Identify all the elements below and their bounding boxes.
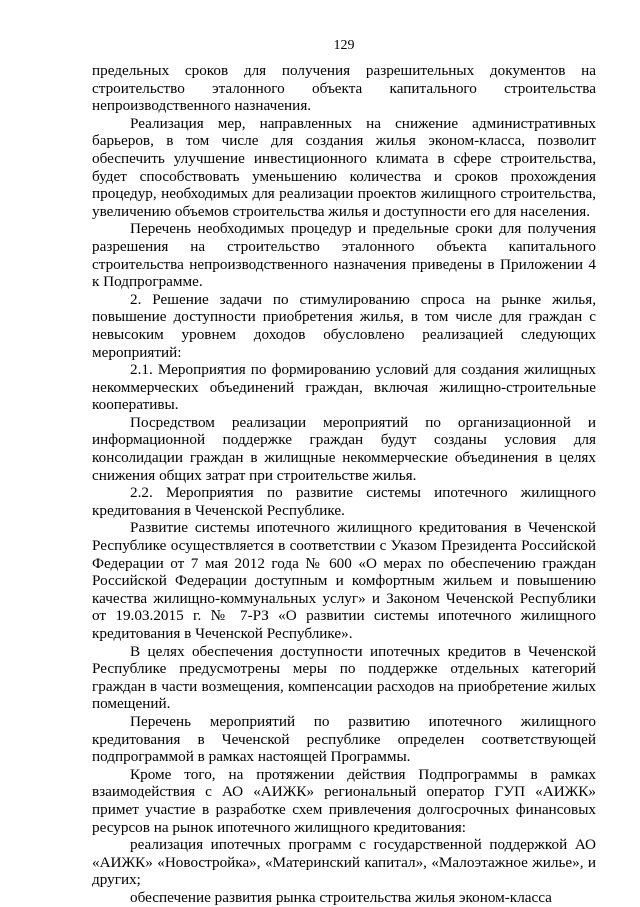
- paragraph-8: Развитие системы ипотечного жилищного кредитования в Чеченской Республике осуществляется в соответствии с Указом Президента Российской Федерации от 7 мая 2012 года № 600 «О мерах по обеспечению граждан Российской Федерации доступным и комфортным жильем и повышению качества жилищно-коммунальных услуг» и Законом Чеченской Республики от 19.03.2015 г. № 7-РЗ «О развитии системы ипотечного жилищного кредитования в Чеченской Республике».: [92, 519, 596, 642]
- paragraph-9: В целях обеспечения доступности ипотечных кредитов в Чеченской Республике предусмотрены меры по поддержке отдельных категорий граждан в части возмещения, компенсации расходов на приобретение жилых помещений.: [92, 642, 596, 713]
- paragraph-13: обеспечение развития рынка строительства жилья эконом-класса: [130, 888, 552, 906]
- paragraph-6: Посредством реализации мероприятий по организационной и информационной поддержке граждан будут созданы условия для консолидации граждан в жилищные некоммерческие объединения в целях снижения общих затрат при строительстве жилья.: [92, 413, 596, 484]
- paragraph-7: 2.2. Мероприятия по развитие системы ипотечного жилищного кредитования в Чеченской Республике.: [92, 484, 596, 519]
- page-number: 129: [333, 38, 355, 53]
- document-page: [92, 0, 596, 907]
- document-body: [92, 62, 596, 907]
- paragraph-3: Перечень необходимых процедур и предельные сроки для получения разрешения на строительство эталонного объекта капитального строительства непроизводственного назначения приведены в Приложении 4 к Подпрограмме.: [92, 220, 596, 291]
- paragraph-1: предельных сроков для получения разрешительных документов на строительство эталонного объекта капитального строительства непроизводственного назначения.: [92, 62, 596, 115]
- paragraph-5: 2.1. Мероприятия по формированию условий для создания жилищных некоммерческих объединений граждан, включая жилищно-строительные кооперативы.: [92, 361, 596, 414]
- paragraph-4: 2. Решение задачи по стимулированию спроса на рынке жилья, повышение доступности приобретения жилья, в том числе для граждан с невысоким уровнем доходов обусловлено реализацией следующих мероприятий:: [92, 290, 596, 361]
- paragraph-2: Реализация мер, направленных на снижение административных барьеров, в том числе для создания жилья эконом-класса, позволит обеспечить улучшение инвестиционного климата в сфере строительства, будет способствовать уменьшению количества и сроков прохождения процедур, необходимых для реализации проектов жилищного строительства, увеличению объемов строительства жилья и доступности его для населения.: [92, 114, 596, 220]
- paragraph-11: Кроме того, на протяжении действия Подпрограммы в рамках взаимодействия с АО «АИЖК» региональный оператор ГУП «АИЖК» примет участие в разработке схем привлечения долгосрочных финансовых ресурсов на рынок ипотечного жилищного кредитования:: [92, 765, 596, 836]
- paragraph-12: реализация ипотечных программ с государственной поддержкой АО «АИЖК» «Новостройка», «Материнский капитал», «Малоэтажное жилье», и других;: [92, 836, 596, 889]
- paragraph-10: Перечень мероприятий по развитию ипотечного жилищного кредитования в Чеченской республике определен соответствующей подпрограммой в рамках настоящей Программы.: [92, 712, 596, 766]
